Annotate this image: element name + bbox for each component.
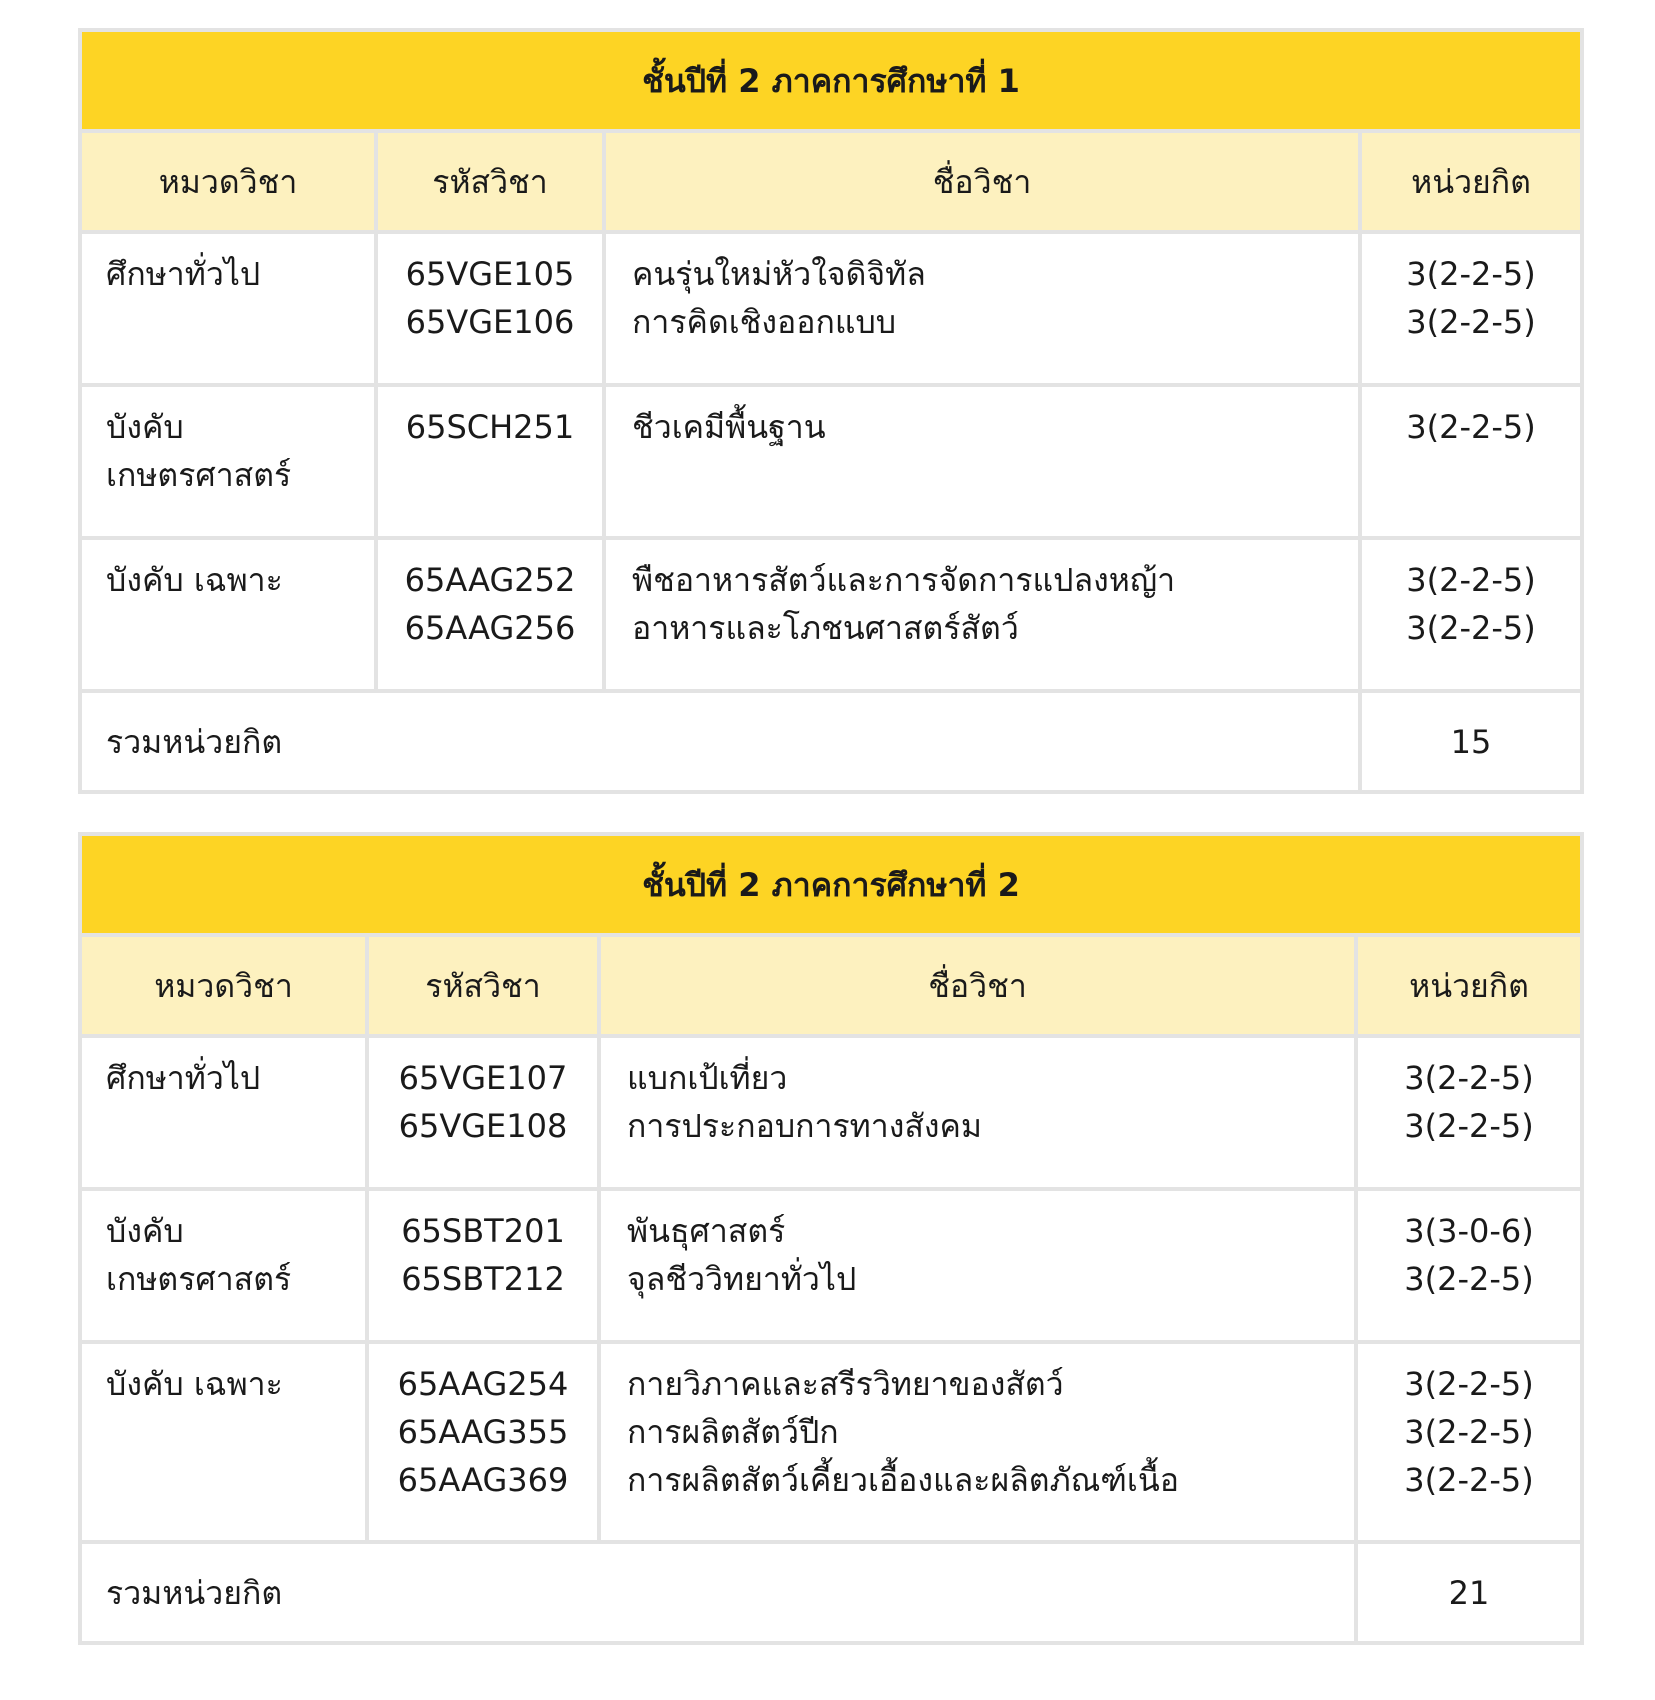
course-credits: 3(2-2-5): [1404, 1413, 1534, 1451]
course-name: พันธุศาสตร์: [627, 1212, 786, 1250]
course-credits: 3(2-2-5): [1404, 1107, 1534, 1145]
table-row: [80, 385, 1582, 538]
name-cell: [599, 1036, 1356, 1189]
header-category: หมวดวิชา: [80, 935, 367, 1036]
course-name: การคิดเชิงออกแบบ: [632, 303, 897, 341]
course-code: 65AAG254: [397, 1365, 569, 1403]
total-row: [80, 1542, 1582, 1643]
course-name: จุลชีววิทยาทั่วไป: [627, 1260, 857, 1298]
category-text: ศึกษาทั่วไป: [106, 1059, 261, 1097]
code-cell: [367, 1189, 599, 1342]
course-credits: 3(2-2-5): [1406, 609, 1536, 647]
course-code: 65AAG252: [404, 561, 576, 599]
category-cell: [80, 1342, 367, 1542]
category-cell: [80, 385, 376, 538]
code-cell: [367, 1342, 599, 1542]
table-title: ชั้นปีที่ 2 ภาคการศึกษาที่ 2: [80, 834, 1582, 935]
table-header-row: [80, 131, 1582, 232]
course-code: 65VGE105: [405, 255, 575, 293]
course-credits: 3(2-2-5): [1404, 1461, 1534, 1499]
course-name: การผลิตสัตว์ปีก: [627, 1413, 839, 1451]
name-cell: [604, 232, 1360, 385]
course-code: 65AAG369: [397, 1461, 569, 1499]
category-text: บังคับ เฉพาะ: [106, 1365, 283, 1403]
header-code: รหัสวิชา: [367, 935, 599, 1036]
header-category: หมวดวิชา: [80, 131, 376, 232]
course-name: คนรุ่นใหม่หัวใจดิจิทัล: [632, 255, 926, 293]
code-cell: [376, 538, 604, 691]
table-row: [80, 1342, 1582, 1542]
total-credits-label: รวมหน่วยกิต: [80, 1542, 1356, 1643]
table-row: [80, 1036, 1582, 1189]
total-row: [80, 691, 1582, 792]
table-title-row: [80, 834, 1582, 935]
course-table-semester-1: [78, 28, 1584, 794]
table-title-row: [80, 30, 1582, 131]
course-name: การผลิตสัตว์เคี้ยวเอื้องและผลิตภัณฑ์เนื้อ: [627, 1461, 1179, 1499]
name-cell: [604, 385, 1360, 538]
total-credits-value: 21: [1356, 1542, 1582, 1643]
code-cell: [376, 385, 604, 538]
course-credits: 3(3-0-6): [1404, 1212, 1534, 1250]
course-name: กายวิภาคและสรีรวิทยาของสัตว์: [627, 1365, 1064, 1403]
course-name: แบกเป้เที่ยว: [627, 1059, 788, 1097]
category-cell: [80, 1189, 367, 1342]
course-code: 65AAG256: [404, 609, 576, 647]
course-credits: 3(2-2-5): [1404, 1365, 1534, 1403]
name-cell: [599, 1342, 1356, 1542]
credit-cell: [1356, 1342, 1582, 1542]
header-code: รหัสวิชา: [376, 131, 604, 232]
course-code: 65VGE107: [398, 1059, 568, 1097]
total-credits-label: รวมหน่วยกิต: [80, 691, 1360, 792]
course-credits: 3(2-2-5): [1406, 408, 1536, 446]
course-code: 65SCH251: [405, 408, 575, 446]
code-cell: [376, 232, 604, 385]
header-credits: หน่วยกิต: [1356, 935, 1582, 1036]
course-credits: 3(2-2-5): [1404, 1059, 1534, 1097]
category-cell: [80, 232, 376, 385]
course-code: 65VGE106: [405, 303, 575, 341]
name-cell: [599, 1189, 1356, 1342]
course-name: พืชอาหารสัตว์และการจัดการแปลงหญ้า: [632, 561, 1176, 599]
course-code: 65SBT212: [401, 1260, 565, 1298]
category-cell: [80, 538, 376, 691]
course-credits: 3(2-2-5): [1406, 303, 1536, 341]
credit-cell: [1356, 1036, 1582, 1189]
category-text: บังคับ เฉพาะ: [106, 561, 283, 599]
credit-cell: [1360, 385, 1582, 538]
category-text: ศึกษาทั่วไป: [106, 255, 261, 293]
table-title: ชั้นปีที่ 2 ภาคการศึกษาที่ 1: [80, 30, 1582, 131]
course-code: 65VGE108: [398, 1107, 568, 1145]
course-credits: 3(2-2-5): [1406, 255, 1536, 293]
code-cell: [367, 1036, 599, 1189]
course-credits: 3(2-2-5): [1404, 1260, 1534, 1298]
header-credits: หน่วยกิต: [1360, 131, 1582, 232]
course-name: การประกอบการทางสังคม: [627, 1107, 982, 1145]
table-row: [80, 1189, 1582, 1342]
course-table-semester-2: [78, 832, 1584, 1645]
category-cell: [80, 1036, 367, 1189]
credit-cell: [1360, 232, 1582, 385]
course-credits: 3(2-2-5): [1406, 561, 1536, 599]
table-header-row: [80, 935, 1582, 1036]
credit-cell: [1360, 538, 1582, 691]
course-name: ชีวเคมีพื้นฐาน: [632, 408, 826, 446]
category-text: เกษตรศาสตร์: [106, 1260, 292, 1298]
category-text: บังคับ: [106, 1212, 184, 1250]
header-name: ชื่อวิชา: [604, 131, 1360, 232]
total-credits-value: 15: [1360, 691, 1582, 792]
credit-cell: [1356, 1189, 1582, 1342]
name-cell: [604, 538, 1360, 691]
course-code: 65SBT201: [401, 1212, 565, 1250]
header-name: ชื่อวิชา: [599, 935, 1356, 1036]
course-name: อาหารและโภชนศาสตร์สัตว์: [632, 609, 1019, 647]
category-text: บังคับ: [106, 408, 184, 446]
table-row: [80, 538, 1582, 691]
table-row: [80, 232, 1582, 385]
category-text: เกษตรศาสตร์: [106, 456, 292, 494]
course-code: 65AAG355: [397, 1413, 569, 1451]
